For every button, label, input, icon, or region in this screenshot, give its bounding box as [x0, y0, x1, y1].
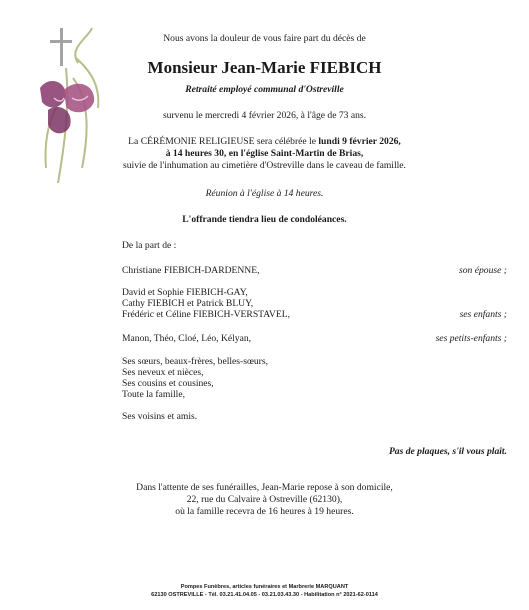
intro-text: Nous avons la douleur de vous faire part du décès de [163, 33, 366, 44]
funeral-line-2: 22, rue du Calvaire à Ostreville (62130), [186, 494, 343, 505]
funeral-line-3: où la famille recevra de 16 heures à 19 heures. [175, 506, 354, 517]
others-line-4: Toute la famille, [122, 389, 185, 400]
from-label: De la part de : [122, 240, 177, 251]
offering-text: L'offrande tiendra lieu de condoléances. [182, 214, 347, 225]
children-role: ses enfants ; [459, 309, 507, 320]
footer-company: Pompes Funèbres, articles funéraires et Marbrerie MARQUANT [180, 584, 349, 590]
no-plaques-text: Pas de plaques, s'il vous plaît. [388, 446, 507, 457]
spouse-name: Christiane FIEBICH-DARDENNE, [122, 265, 260, 276]
children-line-1: David et Sophie FIEBICH-GAY, [122, 287, 248, 298]
deceased-role: Retraité employé communal d'Ostreville [185, 84, 344, 95]
ceremony-line3: suivie de l'inhumation au cimetière d'Ostreville dans le caveau de famille. [123, 160, 406, 171]
deceased-name: Monsieur Jean-Marie FIEBICH [147, 58, 382, 77]
others-line-1: Ses sœurs, beaux-frères, belles-sœurs, [122, 356, 269, 367]
ceremony-prefix: La CÉRÉMONIE RELIGIEUSE sera célébrée le [128, 136, 319, 147]
neighbors-text: Ses voisins et amis. [122, 411, 198, 422]
death-info: survenu le mercredi 4 février 2026, à l'âge de 73 ans. [162, 110, 367, 121]
children-line-2: Cathy FIEBICH et Patrick BLUY, [122, 298, 254, 309]
reunion-text: Réunion à l'église à 14 heures. [205, 188, 324, 199]
spouse-role: son épouse ; [459, 265, 507, 276]
grandchildren-role: ses petits-enfants ; [435, 333, 507, 344]
ceremony-date: lundi 9 février 2026, [318, 136, 401, 147]
footer-contact: 62130 OSTREVILLE - Tél. 03.21.41.04.05 - 03.21.03.43.30 - Habilitation n° 2021-62-0114 [151, 592, 378, 598]
others-line-2: Ses neveux et nièces, [122, 367, 204, 378]
children-line-3: Frédéric et Céline FIEBICH-VERSTAVEL, [122, 309, 290, 320]
ceremony-line1 [0, 136, 529, 147]
ceremony-line2: à 14 heures 30, en l'église Saint-Martin de Brias, [165, 148, 364, 159]
grandchildren-names: Manon, Théo, Cloé, Léo, Kélyan, [122, 333, 252, 344]
others-line-3: Ses cousins et cousines, [122, 378, 214, 389]
funeral-line-1: Dans l'attente de ses funérailles, Jean-Marie repose à son domicile, [136, 482, 393, 493]
